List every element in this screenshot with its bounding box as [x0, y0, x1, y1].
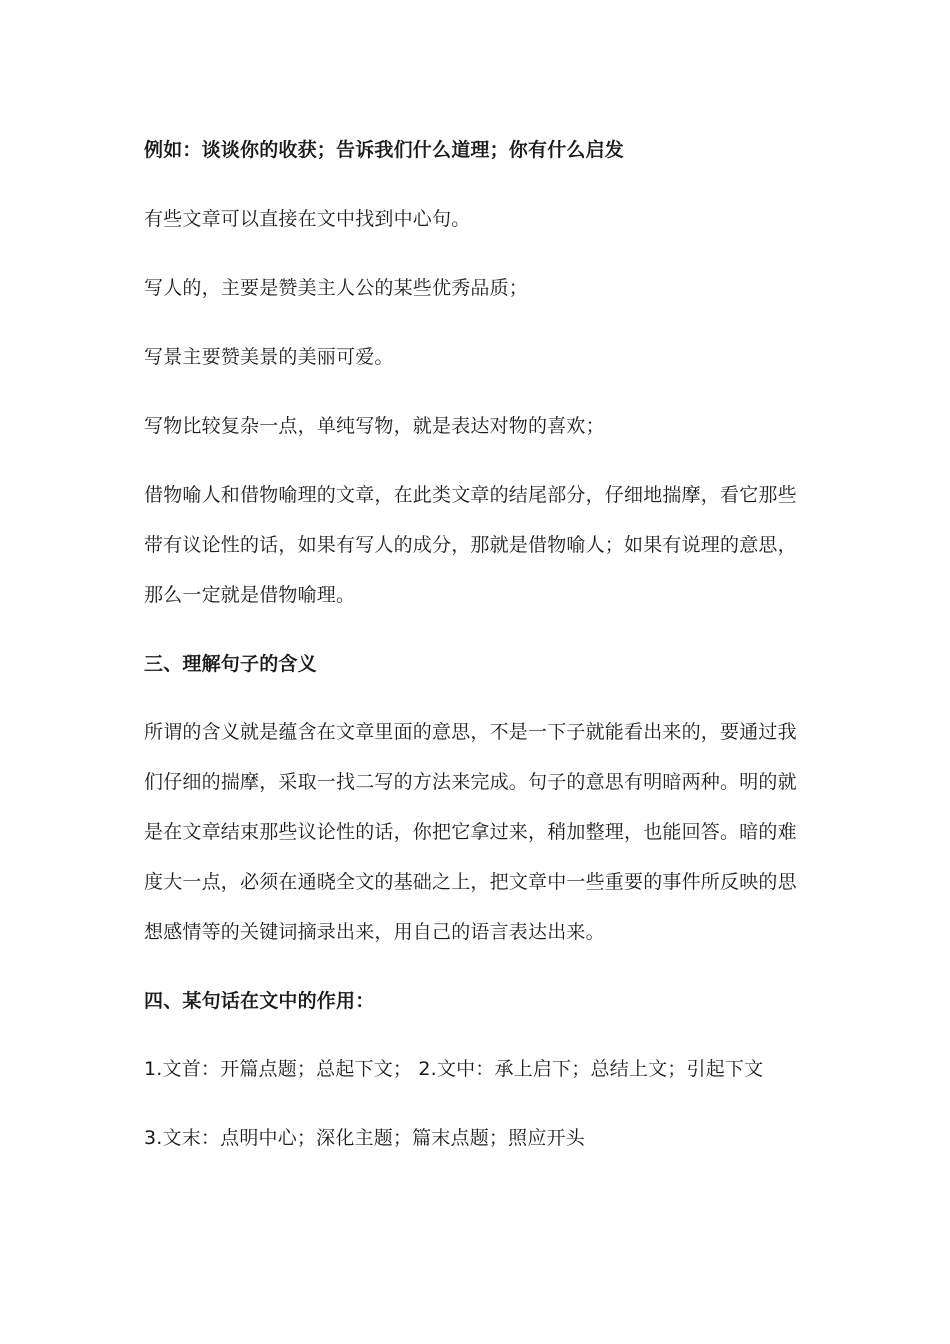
paragraph-metaphor-line-1: 借物喻人和借物喻理的文章，在此类文章的结尾部分，仔细地揣摩，看它那些: [144, 484, 797, 506]
paragraph-writing-scenery: 写景主要赞美景的美丽可爱。: [144, 346, 394, 368]
section-heading-3: 三、理解句子的含义: [144, 653, 317, 675]
section-heading-4: 四、某句话在文中的作用：: [144, 990, 375, 1012]
paragraph-metaphor-line-3: 那么一定就是借物喻理。: [144, 584, 356, 606]
paragraph-meaning-line-5: 想感情等的关键词摘录出来，用自己的语言表达出来。: [144, 921, 605, 943]
paragraph-metaphor-line-2: 带有议论性的话，如果有写人的成分，那就是借物喻人；如果有说理的意思，: [144, 534, 797, 556]
paragraph-meaning-line-4: 度大一点，必须在通晓全文的基础之上，把文章中一些重要的事件所反映的思: [144, 871, 797, 893]
paragraph-writing-objects: 写物比较复杂一点，单纯写物，就是表达对物的喜欢；: [144, 415, 605, 437]
paragraph-writing-people: 写人的，主要是赞美主人公的某些优秀品质；: [144, 277, 529, 299]
function-list-item-3: 3.文末：点明中心；深化主题；篇末点题；照应开头: [144, 1127, 585, 1149]
paragraph-meaning-line-1: 所谓的含义就是蕴含在文章里面的意思，不是一下子就能看出来的，要通过我: [144, 721, 797, 743]
paragraph-meaning-line-2: 们仔细的揣摩，采取一找二写的方法来完成。句子的意思有明暗两种。明的就: [144, 771, 797, 793]
paragraph-meaning-line-3: 是在文章结束那些议论性的话，你把它拿过来，稍加整理，也能回答。暗的难: [144, 821, 797, 843]
example-line: 例如：谈谈你的收获；告诉我们什么道理；你有什么启发: [144, 139, 625, 161]
function-list-item-1-2: 1.文首：开篇点题；总起下文； 2.文中：承上启下；总结上文；引起下文: [144, 1058, 764, 1080]
paragraph-central-sentence: 有些文章可以直接在文中找到中心句。: [144, 208, 471, 230]
